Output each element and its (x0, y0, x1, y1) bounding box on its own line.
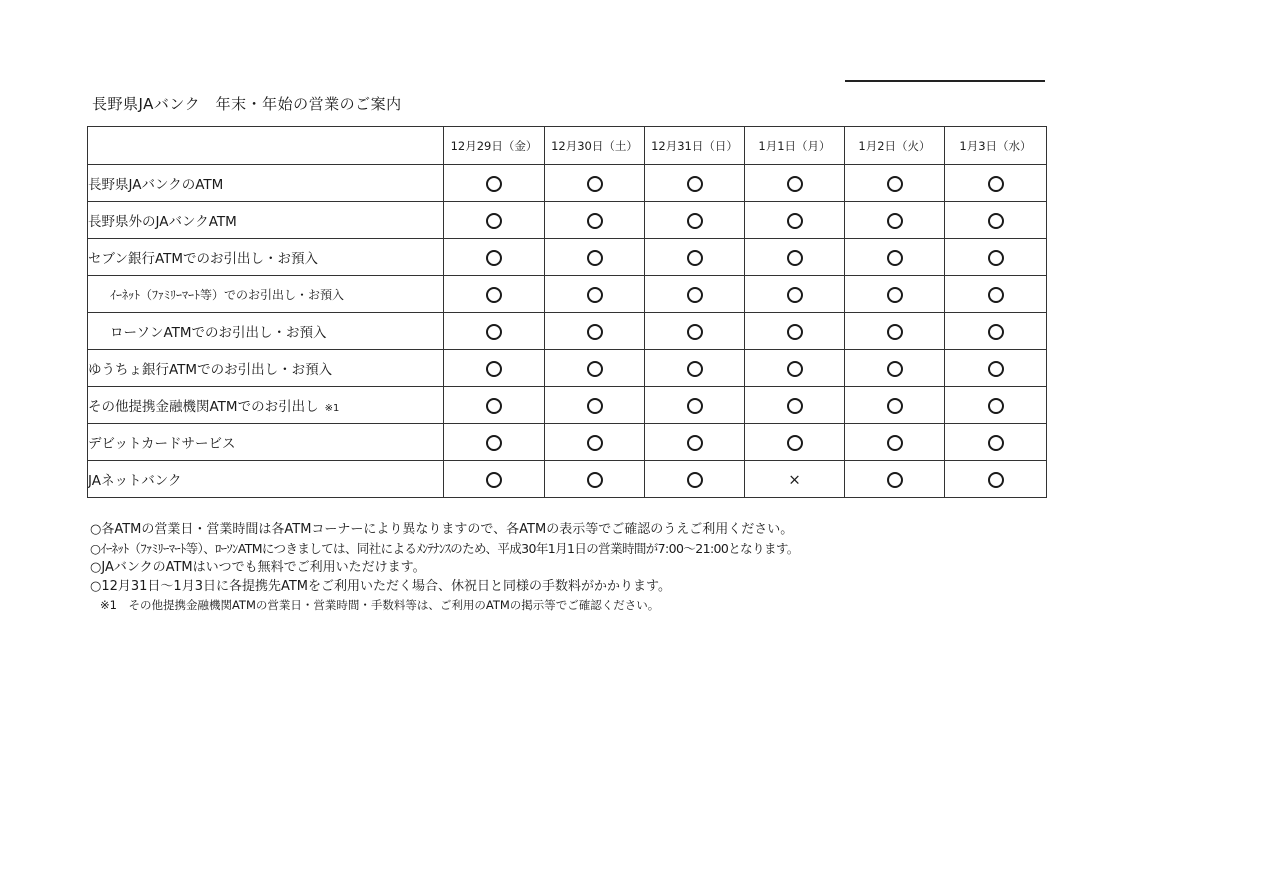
column-header-dec30: 12月30日（土） (545, 127, 645, 165)
available-circle-icon (486, 250, 502, 266)
availability-cell (444, 461, 545, 498)
availability-cell (945, 202, 1047, 239)
available-circle-icon (587, 287, 603, 303)
available-circle-icon (988, 287, 1004, 303)
availability-cell (845, 461, 945, 498)
available-circle-icon (687, 250, 703, 266)
footnote: ※1 その他提携金融機関ATMの営業日・営業時間・手数料等は、ご利用のATMの掲示等でご確認ください。 (100, 598, 660, 612)
availability-cell (945, 239, 1047, 276)
availability-cell (545, 313, 645, 350)
service-label-cell (88, 387, 444, 424)
available-circle-icon (787, 287, 803, 303)
service-label-cell (88, 350, 444, 387)
availability-cell (745, 461, 845, 498)
available-circle-icon (887, 287, 903, 303)
availability-cell (845, 165, 945, 202)
column-header-jan1: 1月1日（月） (745, 127, 845, 165)
availability-cell (845, 276, 945, 313)
availability-cell (945, 276, 1047, 313)
available-circle-icon (887, 324, 903, 340)
available-circle-icon (486, 176, 502, 192)
available-circle-icon (486, 435, 502, 451)
available-circle-icon (486, 213, 502, 229)
available-circle-icon (687, 361, 703, 377)
table-header-row (88, 127, 1047, 165)
available-circle-icon (988, 361, 1004, 377)
available-circle-icon (687, 435, 703, 451)
availability-cell (545, 239, 645, 276)
page-title: 長野県JAバンク 年末・年始の営業のご案内 (92, 95, 402, 113)
available-circle-icon (887, 435, 903, 451)
available-circle-icon (988, 250, 1004, 266)
notes-section (90, 520, 1260, 615)
availability-cell (745, 202, 845, 239)
availability-cell (545, 461, 645, 498)
available-circle-icon (787, 176, 803, 192)
availability-cell (645, 165, 745, 202)
available-circle-icon (486, 287, 502, 303)
available-circle-icon (587, 361, 603, 377)
service-label: ローソンATMでのお引出し・お預入 (110, 325, 327, 341)
note-line: ○12月31日～1月3日に各提携先ATMをご利用いただく場合、休祝日と同様の手数料がかかります。 (90, 579, 671, 594)
available-circle-icon (687, 213, 703, 229)
table-row (88, 424, 1047, 461)
available-circle-icon (587, 250, 603, 266)
note-line: ○各ATMの営業日・営業時間は各ATMコーナーにより異なりますので、各ATMの表示等でご確認のうえご利用ください。 (90, 522, 794, 537)
availability-cell (545, 424, 645, 461)
service-label-cell (88, 276, 444, 313)
availability-cell (845, 202, 945, 239)
availability-cell (545, 202, 645, 239)
available-circle-icon (887, 176, 903, 192)
availability-cell (945, 424, 1047, 461)
available-circle-icon (787, 213, 803, 229)
availability-cell (945, 165, 1047, 202)
availability-cell (444, 387, 545, 424)
service-label: デビットカードサービス (88, 436, 236, 452)
table-row (88, 165, 1047, 202)
available-circle-icon (587, 435, 603, 451)
availability-cell (444, 239, 545, 276)
table-row (88, 350, 1047, 387)
service-label: 長野県外のJAバンクATM (88, 214, 237, 230)
available-circle-icon (787, 250, 803, 266)
available-circle-icon (988, 398, 1004, 414)
service-label: セブン銀行ATMでのお引出し・お預入 (88, 251, 319, 267)
available-circle-icon (787, 435, 803, 451)
available-circle-icon (687, 324, 703, 340)
availability-cell (645, 461, 745, 498)
service-label-cell (88, 461, 444, 498)
footnote-marker: ※1 (324, 403, 340, 414)
availability-cell (745, 239, 845, 276)
service-label-cell (88, 165, 444, 202)
table-row (88, 461, 1047, 498)
column-header-jan3: 1月3日（水） (945, 127, 1047, 165)
availability-cell (645, 202, 745, 239)
availability-cell (745, 313, 845, 350)
availability-cell (645, 276, 745, 313)
availability-cell (745, 276, 845, 313)
availability-cell (945, 461, 1047, 498)
availability-cell (845, 350, 945, 387)
available-circle-icon (887, 361, 903, 377)
table-body (88, 165, 1047, 498)
available-circle-icon (687, 398, 703, 414)
column-header-dec31: 12月31日（日） (645, 127, 745, 165)
availability-cell (845, 387, 945, 424)
availability-cell (645, 350, 745, 387)
available-circle-icon (988, 213, 1004, 229)
column-header-jan2: 1月2日（火） (845, 127, 945, 165)
service-label-cell (88, 202, 444, 239)
availability-cell (444, 276, 545, 313)
service-label: ゆうちょ銀行ATMでのお引出し・お預入 (88, 362, 333, 378)
availability-cell (745, 387, 845, 424)
available-circle-icon (988, 324, 1004, 340)
service-label-cell (88, 424, 444, 461)
availability-cell (444, 202, 545, 239)
table-row (88, 202, 1047, 239)
available-circle-icon (486, 472, 502, 488)
availability-cell (845, 424, 945, 461)
available-circle-icon (687, 472, 703, 488)
available-circle-icon (887, 398, 903, 414)
available-circle-icon (587, 398, 603, 414)
service-label: 長野県JAバンクのATM (88, 177, 224, 193)
service-label: その他提携金融機関ATMでのお引出し (88, 399, 319, 415)
available-circle-icon (887, 213, 903, 229)
available-circle-icon (887, 250, 903, 266)
availability-cell (645, 239, 745, 276)
available-circle-icon (887, 472, 903, 488)
available-circle-icon (486, 361, 502, 377)
availability-cell (945, 350, 1047, 387)
availability-cell (545, 387, 645, 424)
available-circle-icon (988, 435, 1004, 451)
header-blank-cell (88, 127, 444, 165)
available-circle-icon (587, 213, 603, 229)
availability-cell (645, 387, 745, 424)
availability-cell (845, 239, 945, 276)
availability-cell (545, 350, 645, 387)
available-circle-icon (988, 176, 1004, 192)
availability-cell (745, 424, 845, 461)
available-circle-icon (988, 472, 1004, 488)
available-circle-icon (486, 324, 502, 340)
availability-cell (645, 424, 745, 461)
service-label: JAネットバンク (88, 473, 182, 489)
table-row (88, 313, 1047, 350)
availability-cell (845, 313, 945, 350)
column-header-dec29: 12月29日（金） (444, 127, 545, 165)
availability-cell (945, 313, 1047, 350)
available-circle-icon (687, 287, 703, 303)
available-circle-icon (787, 398, 803, 414)
schedule-table (87, 126, 1047, 498)
availability-cell (444, 165, 545, 202)
availability-cell (444, 424, 545, 461)
note-line: ○JAバンクのATMはいつでも無料でご利用いただけます。 (90, 560, 426, 575)
availability-cell (444, 350, 545, 387)
availability-cell (645, 313, 745, 350)
availability-cell (545, 165, 645, 202)
available-circle-icon (587, 176, 603, 192)
availability-cell (745, 350, 845, 387)
signature-rule (845, 80, 1045, 82)
service-label-cell (88, 313, 444, 350)
table-row (88, 239, 1047, 276)
availability-cell (545, 276, 645, 313)
availability-cell (745, 165, 845, 202)
service-label-cell (88, 239, 444, 276)
service-label: ｲｰﾈｯﾄ（ﾌｧﾐﾘｰﾏｰﾄ等）でのお引出し・お預入 (110, 287, 345, 302)
note-line: ○ｲｰﾈｯﾄ（ﾌｧﾐﾘｰﾏｰﾄ等）、ﾛｰｿﾝATMにつきましては、同社によるﾒﾝﾃﾅﾝｽのため、平成30年1月1日の営業時間が7:00～21:00となります。 (90, 541, 799, 556)
available-circle-icon (486, 398, 502, 414)
table-row (88, 276, 1047, 313)
available-circle-icon (587, 324, 603, 340)
available-circle-icon (587, 472, 603, 488)
available-circle-icon (787, 361, 803, 377)
availability-cell (444, 313, 545, 350)
table-row (88, 387, 1047, 424)
available-circle-icon (687, 176, 703, 192)
available-circle-icon (787, 324, 803, 340)
availability-cell (945, 387, 1047, 424)
unavailable-cross-mark: × (788, 470, 801, 489)
